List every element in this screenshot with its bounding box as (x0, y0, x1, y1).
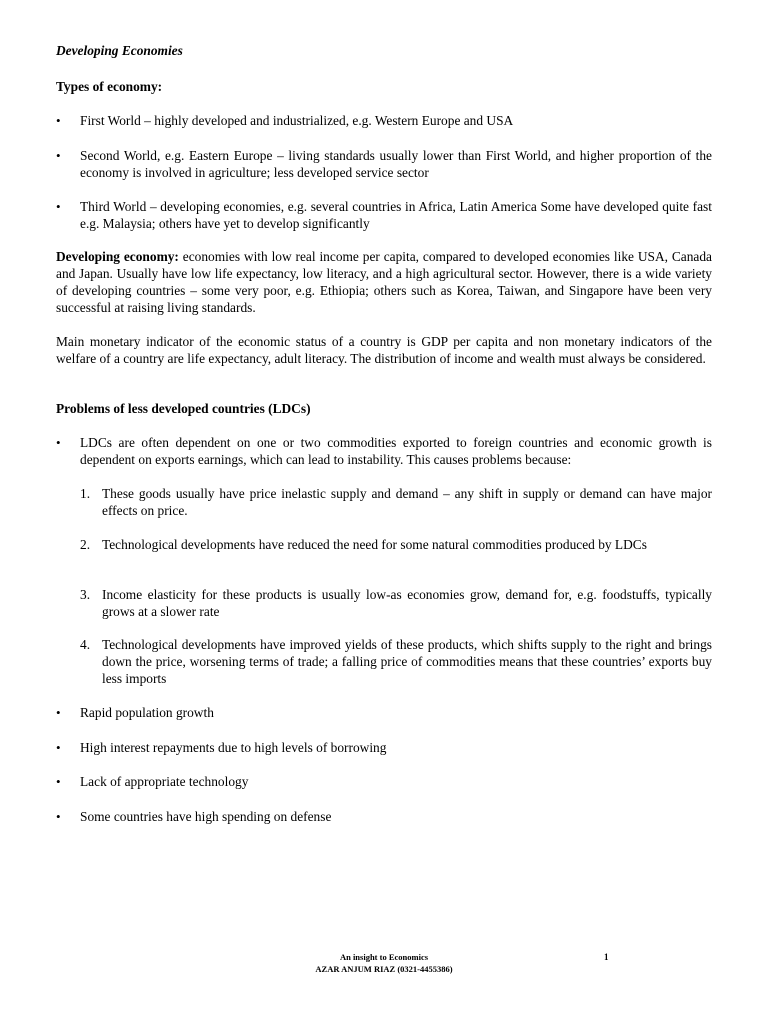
document-title: Developing Economies (56, 43, 183, 58)
footer-line-1: An insight to Economics (339, 952, 429, 962)
developing-economy-paragraph (56, 248, 712, 316)
developing-economy-text: economies with low real income per capita, compared to developed economies like USA, Canada and Japan. Usually have low life expectancy, low literacy, and a high agricultural sector. However, there is a wide variety of developing countries – some very poor, e.g. Ethiopia; others such as Korea, Taiwan, and Singapore have been very successful at raising living standards. (56, 249, 712, 315)
footer-line-2: AZAR ANJUM RIAZ (0321-4455386) (315, 964, 453, 974)
types-heading: Types of economy: (56, 79, 163, 94)
problems-heading: Problems of less developed countries (LDCs) (56, 401, 311, 416)
bullet-icon: • (56, 113, 61, 128)
list-number: 2. (80, 537, 91, 552)
numbered-item: Income elasticity for these products is usually low-as economies grow, demand for, e.g. foodstuffs, typically grows at a slower rate (102, 587, 712, 619)
problem-bullet: Rapid population growth (80, 705, 214, 720)
types-bullet-first-world: First World – highly developed and industrialized, e.g. Western Europe and USA (80, 113, 514, 128)
bullet-icon: • (56, 435, 61, 450)
list-number: 1. (80, 486, 91, 501)
monetary-indicator-paragraph: Main monetary indicator of the economic status of a country is GDP per capita and non monetary indicators of the welfare of a country are life expectancy, adult literacy. The distribution of income and wealth must always be considered. (56, 334, 712, 366)
bullet-icon: • (56, 774, 61, 789)
numbered-item: These goods usually have price inelastic supply and demand – any shift in supply or demand can have major effects on price. (102, 486, 712, 518)
list-number: 3. (80, 587, 91, 602)
developing-economy-term: Developing economy: (56, 249, 179, 264)
bullet-icon: • (56, 705, 61, 720)
types-bullet-third-world: Third World – developing economies, e.g. several countries in Africa, Latin America Some have developed quite fast e.g. Malaysia; others have yet to develop significantly (80, 199, 712, 231)
bullet-icon: • (56, 148, 61, 163)
problem-bullet: Some countries have high spending on defense (80, 809, 332, 824)
problem-bullet: High interest repayments due to high levels of borrowing (80, 740, 387, 755)
numbered-item: Technological developments have improved yields of these products, which shifts supply to the right and brings down the price, worsening terms of trade; a falling price of commodities means that these countries’ exports buy less imports (102, 637, 712, 686)
types-bullet-second-world: Second World, e.g. Eastern Europe – living standards usually lower than First World, and higher proportion of the economy is involved in agriculture; less developed service sector (80, 148, 712, 180)
page-number: 1 (604, 952, 609, 962)
bullet-icon: • (56, 809, 61, 824)
list-number: 4. (80, 637, 91, 652)
problem-bullet: Lack of appropriate technology (80, 774, 249, 789)
problems-intro-bullet: LDCs are often dependent on one or two commodities exported to foreign countries and economic growth is dependent on exports earnings, which can lead to instability. This causes problems because: (80, 435, 712, 467)
bullet-icon: • (56, 740, 61, 755)
numbered-item: Technological developments have reduced the need for some natural commodities produced by LDCs (102, 537, 647, 552)
bullet-icon: • (56, 199, 61, 214)
